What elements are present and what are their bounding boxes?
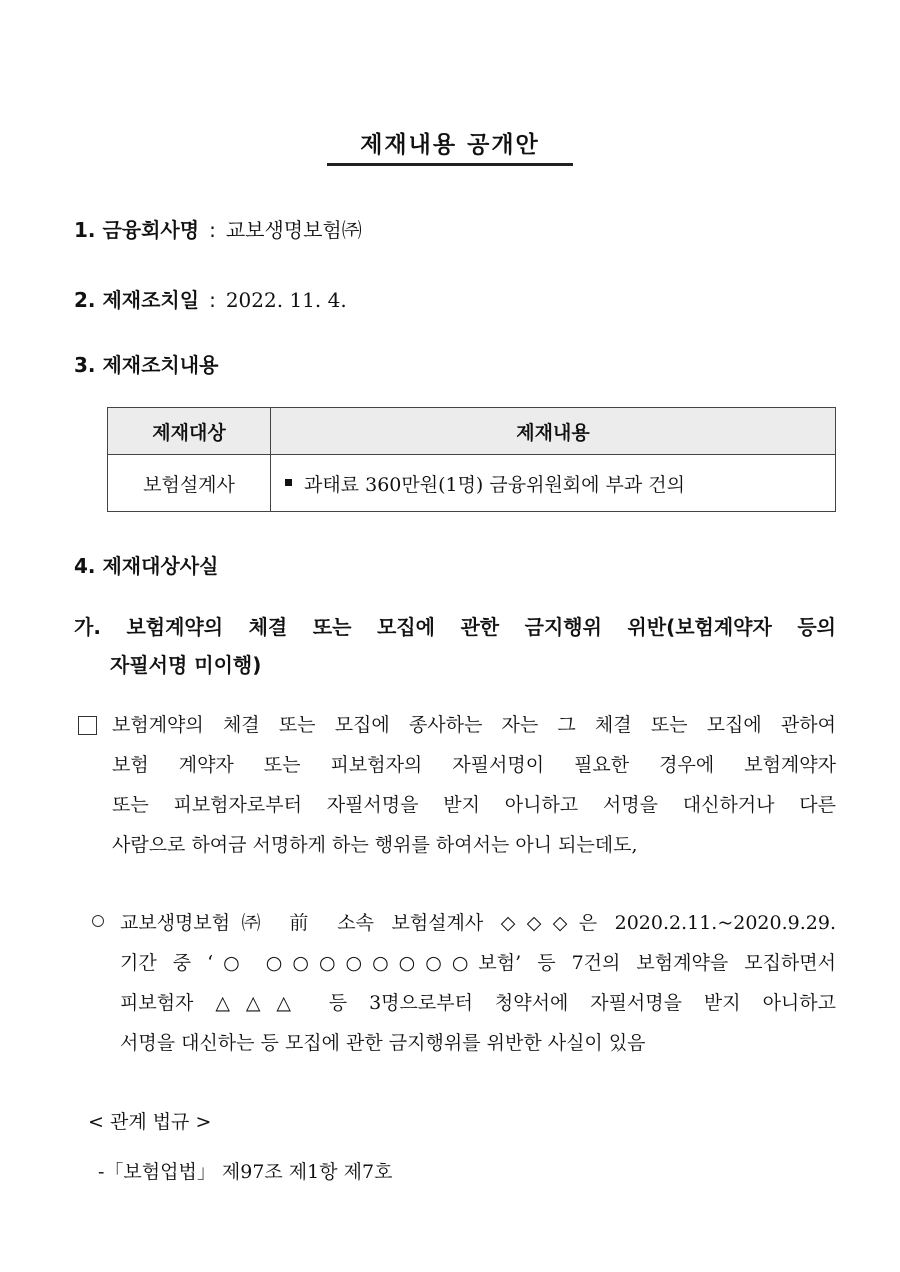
fact-paragraph: [120, 903, 836, 1063]
company-sep: :: [209, 218, 216, 242]
company-value: 교보생명보험㈜: [225, 218, 362, 242]
law-item: -「보험업법」 제97조 제1항 제7호: [98, 1161, 393, 1183]
company-heading: [74, 214, 362, 243]
rule-paragraph: [112, 705, 836, 865]
date-label: 2. 제재조치일: [74, 288, 200, 312]
action-label: 3. 제재조치내용: [74, 353, 219, 377]
fact-line: 교보생명보험㈜ 前 소속 보험설계사 ◇◇◇은 2020.2.11.~2020.9.29.: [120, 912, 836, 934]
fact-line: 서명을 대신하는 등 모집에 관한 금지행위를 위반한 사실이 있음: [120, 1032, 646, 1054]
subheading-line-2: 자필서명 미이행): [110, 653, 262, 677]
rule-line: 사람으로 하여금 서명하게 하는 행위를 하여서는 아니 되는데도,: [112, 834, 638, 856]
fact-line: 피보험자 △△△ 등 3명으로부터 청약서에 자필서명을 받지 아니하고: [120, 992, 836, 1014]
cell-content-text: 과태료 360만원(1명) 금융위원회에 부과 건의: [304, 473, 686, 496]
facts-label: 4. 제재대상사실: [74, 554, 219, 578]
sanction-table: [107, 407, 836, 512]
fact-line: 기간 중 ‘○ ○○○○○○○○보험’ 등 7건의 보험계약을 모집하면서: [120, 952, 836, 974]
rule-line: 보험계약의 체결 또는 모집에 종사하는 자는 그 체결 또는 모집에 관하여: [112, 714, 836, 736]
cell-content: [271, 455, 836, 512]
title-underline: [327, 163, 573, 166]
bullet-square-icon: [285, 479, 292, 486]
date-heading: [74, 284, 347, 313]
table-row: [108, 455, 836, 512]
subheading-line-1: 가. 보험계약의 체결 또는 모집에 관한 금지행위 위반(보험계약자 등의: [74, 615, 836, 639]
violation-subheading: [74, 608, 836, 684]
circle-bullet-icon: [92, 915, 104, 927]
law-title: < 관계 법규 >: [88, 1111, 212, 1133]
cell-target: 보험설계사: [108, 455, 271, 512]
rule-line: 또는 피보험자로부터 자필서명을 받지 아니하고 서명을 대신하거나 다른: [112, 794, 836, 816]
rule-line: 보험 계약자 또는 피보험자의 자필서명이 필요한 경우에 보험계약자: [112, 754, 836, 776]
company-label: 1. 금융회사명: [74, 218, 200, 242]
facts-heading: [74, 550, 218, 579]
checkbox-bullet-icon: [78, 716, 97, 735]
date-sep: :: [209, 288, 216, 312]
header-content: 제재내용: [271, 408, 836, 455]
date-value: 2022. 11. 4.: [225, 288, 347, 312]
page-title: 제재내용 공개안: [360, 132, 540, 158]
table-header-row: [108, 408, 836, 455]
header-target: 제재대상: [108, 408, 271, 455]
action-heading: [74, 349, 218, 378]
